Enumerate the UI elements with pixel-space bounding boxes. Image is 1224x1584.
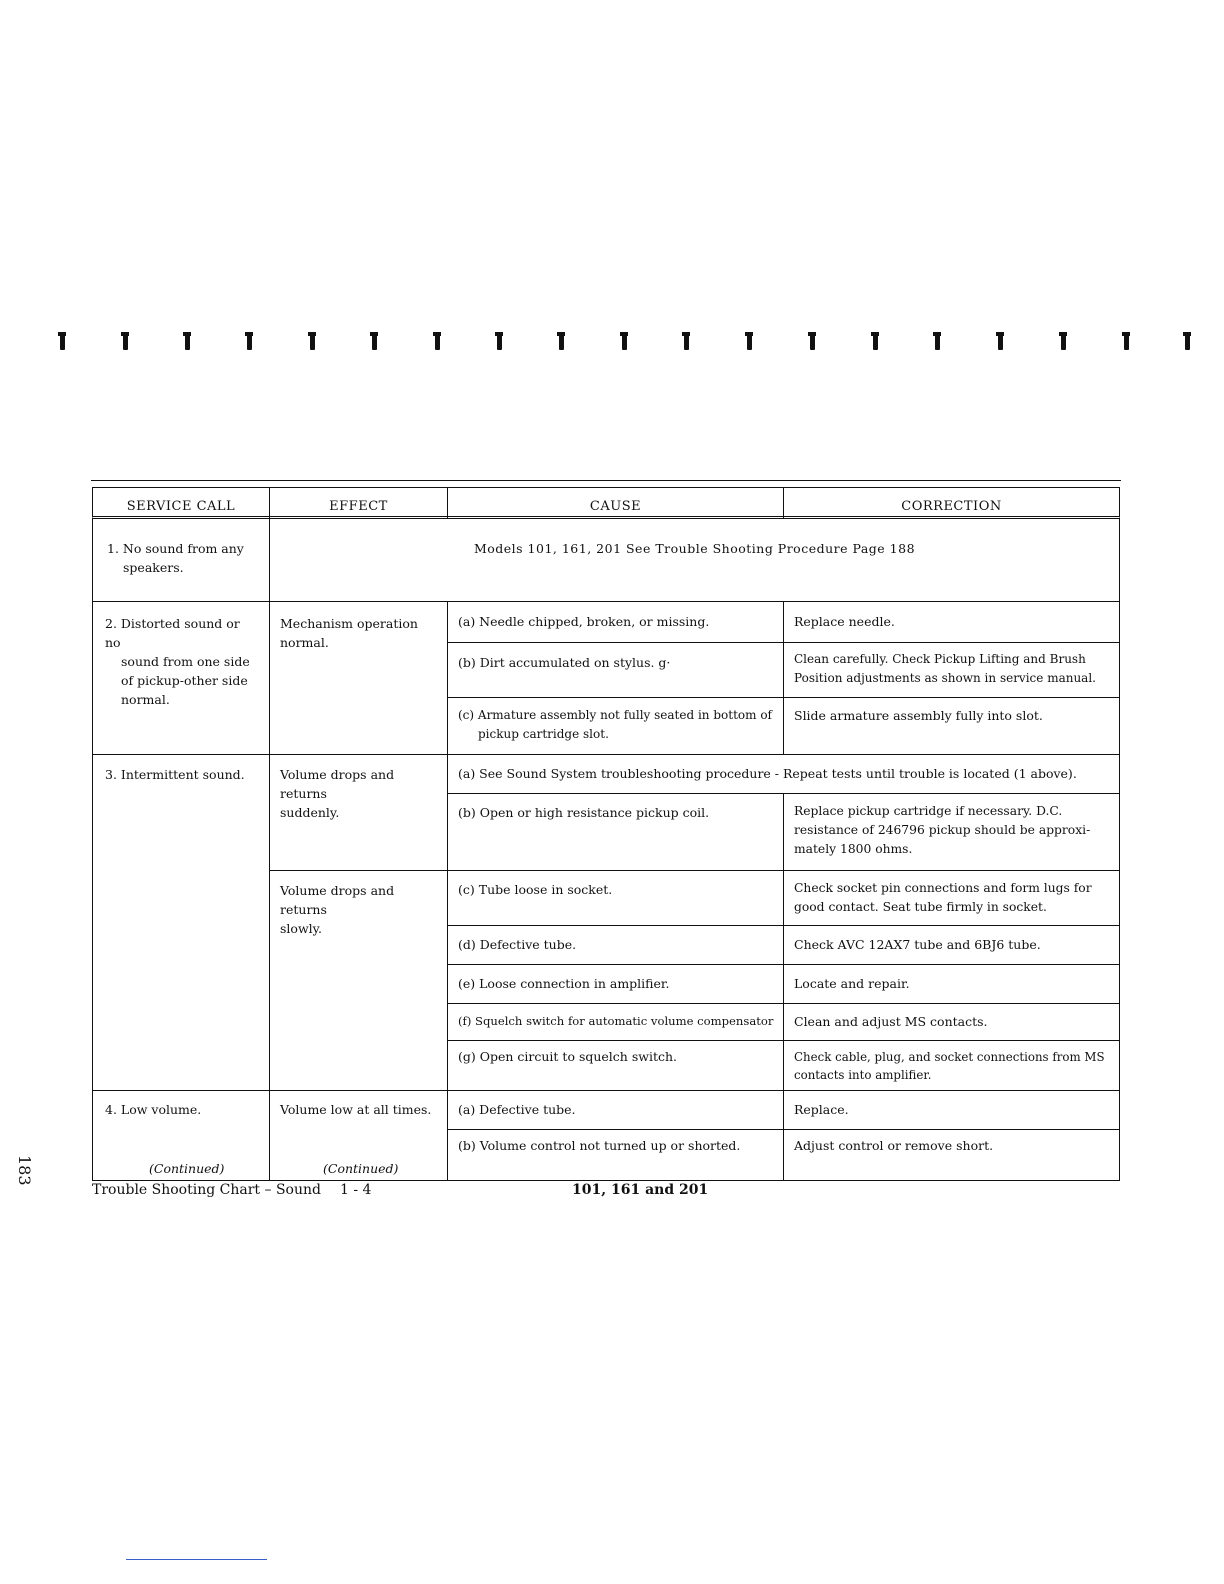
row3-effect-slowly	[269, 870, 448, 1091]
row1-service-call	[92, 518, 270, 602]
row2c-cause-line2: pickup cartridge slot.	[478, 727, 609, 741]
row4b-cause: (b) Volume control not turned up or shorted.	[447, 1129, 784, 1181]
punch-mark	[559, 332, 564, 350]
punch-mark	[185, 332, 190, 350]
row2-service-call-line3: of pickup-other side	[121, 673, 248, 688]
row2-service-call-line1: 2. Distorted sound or no	[105, 616, 240, 650]
punch-mark	[684, 332, 689, 350]
row3e-correction: Locate and repair.	[783, 964, 1120, 1004]
punch-mark	[998, 332, 1003, 350]
punch-mark	[873, 332, 878, 350]
row4-effect: Volume low at all times.	[269, 1090, 448, 1181]
punch-mark	[1124, 332, 1129, 350]
punch-mark	[747, 332, 752, 350]
row3d-cause: (d) Defective tube.	[447, 925, 784, 965]
punch-mark	[435, 332, 440, 350]
row3d-correction: Check AVC 12AX7 tube and 6BJ6 tube.	[783, 925, 1120, 965]
row1-merged-cell	[269, 518, 1120, 602]
row3a-merged: (a) See Sound System troubleshooting procedure - Repeat tests until trouble is located (1 above).	[447, 754, 1120, 794]
row1-service-call-line2: speakers.	[123, 560, 184, 575]
header-correction: CORRECTION	[783, 487, 1120, 519]
row3c-correction-line2: good contact. Seat tube firmly in socket.	[794, 900, 1047, 914]
row3-effect1-line1: Volume drops and returns	[280, 767, 395, 801]
footer-models: 101, 161 and 201	[572, 1182, 709, 1198]
row3e-cause: (e) Loose connection in amplifier.	[447, 964, 784, 1004]
row4a-correction: Replace.	[783, 1090, 1120, 1130]
punch-mark	[810, 332, 815, 350]
header-effect: EFFECT	[269, 487, 448, 519]
punch-mark	[372, 332, 377, 350]
row3-effect1-line2: suddenly.	[280, 805, 340, 820]
row2c-cause-line1: (c) Armature assembly not fully seated in bottom of	[458, 708, 772, 722]
punch-mark	[60, 332, 65, 350]
continued-service-call: (Continued)	[149, 1161, 225, 1176]
row2b-cause: (b) Dirt accumulated on stylus. g·	[447, 642, 784, 698]
punch-mark	[935, 332, 940, 350]
row3-service-call: 3. Intermittent sound.	[92, 754, 270, 1091]
row3c-cause: (c) Tube loose in socket.	[447, 870, 784, 926]
row3g-correction	[783, 1040, 1120, 1091]
row4-service-call: 4. Low volume.	[92, 1090, 270, 1181]
row2-effect-line1: Mechanism operation	[280, 616, 418, 631]
row3g-cause: (g) Open circuit to squelch switch.	[447, 1040, 784, 1091]
row3g-correction-line2: contacts into amplifier.	[794, 1068, 932, 1082]
row2b-correction-line2: Position adjustments as shown in service manual.	[794, 671, 1096, 685]
row3g-correction-line1: Check cable, plug, and socket connections from MS	[794, 1050, 1105, 1064]
row3f-cause: (f) Squelch switch for automatic volume compensator	[447, 1003, 784, 1041]
row1-models-note: Models 101, 161, 201 See Trouble Shooting Procedure Page 188	[473, 541, 916, 556]
row3-effect2-line2: slowly.	[280, 921, 323, 936]
row3c-correction-line1: Check socket pin connections and form lugs for	[794, 881, 1092, 895]
blue-underline-mark	[126, 1559, 267, 1560]
punch-mark	[622, 332, 627, 350]
row3b-correction-line2: resistance of 246796 pickup should be approxi-	[794, 823, 1091, 837]
table-top-rule	[91, 480, 1121, 481]
punch-marks-strip	[0, 332, 1224, 360]
row2-service-call-line4: normal.	[121, 692, 170, 707]
row3b-correction-line3: mately 1800 ohms.	[794, 842, 913, 856]
punch-mark	[1185, 332, 1190, 350]
page-number: 183	[15, 1155, 34, 1186]
header-cause: CAUSE	[447, 487, 784, 519]
footer-section: 1 - 4	[340, 1182, 372, 1198]
row3b-cause: (b) Open or high resistance pickup coil.	[447, 793, 784, 871]
row3-effect2-line1: Volume drops and returns	[280, 883, 395, 917]
row1-service-call-line1: 1. No sound from any	[107, 541, 244, 556]
row3c-correction	[783, 870, 1120, 926]
continued-effect: (Continued)	[323, 1161, 399, 1176]
row2a-cause: (a) Needle chipped, broken, or missing.	[447, 601, 784, 643]
punch-mark	[1061, 332, 1066, 350]
punch-mark	[497, 332, 502, 350]
row3-effect-suddenly	[269, 754, 448, 871]
row2-effect-line2: normal.	[280, 635, 329, 650]
row2-effect	[269, 601, 448, 755]
row4a-cause: (a) Defective tube.	[447, 1090, 784, 1130]
row2b-correction	[783, 642, 1120, 698]
row3f-correction: Clean and adjust MS contacts.	[783, 1003, 1120, 1041]
row4b-correction: Adjust control or remove short.	[783, 1129, 1120, 1181]
row2b-correction-line1: Clean carefully. Check Pickup Lifting and Brush	[794, 652, 1086, 666]
row2c-cause	[447, 697, 784, 755]
row3b-correction-line1: Replace pickup cartridge if necessary. D.C.	[794, 804, 1063, 818]
punch-mark	[123, 332, 128, 350]
row2a-correction: Replace needle.	[783, 601, 1120, 643]
row2c-correction: Slide armature assembly fully into slot.	[783, 697, 1120, 755]
footer-title: Trouble Shooting Chart – Sound	[92, 1182, 321, 1198]
punch-mark	[310, 332, 315, 350]
header-service-call: SERVICE CALL	[92, 487, 270, 519]
row3b-correction	[783, 793, 1120, 871]
punch-mark	[247, 332, 252, 350]
row2-service-call-line2: sound from one side	[121, 654, 250, 669]
row2-service-call	[92, 601, 270, 755]
